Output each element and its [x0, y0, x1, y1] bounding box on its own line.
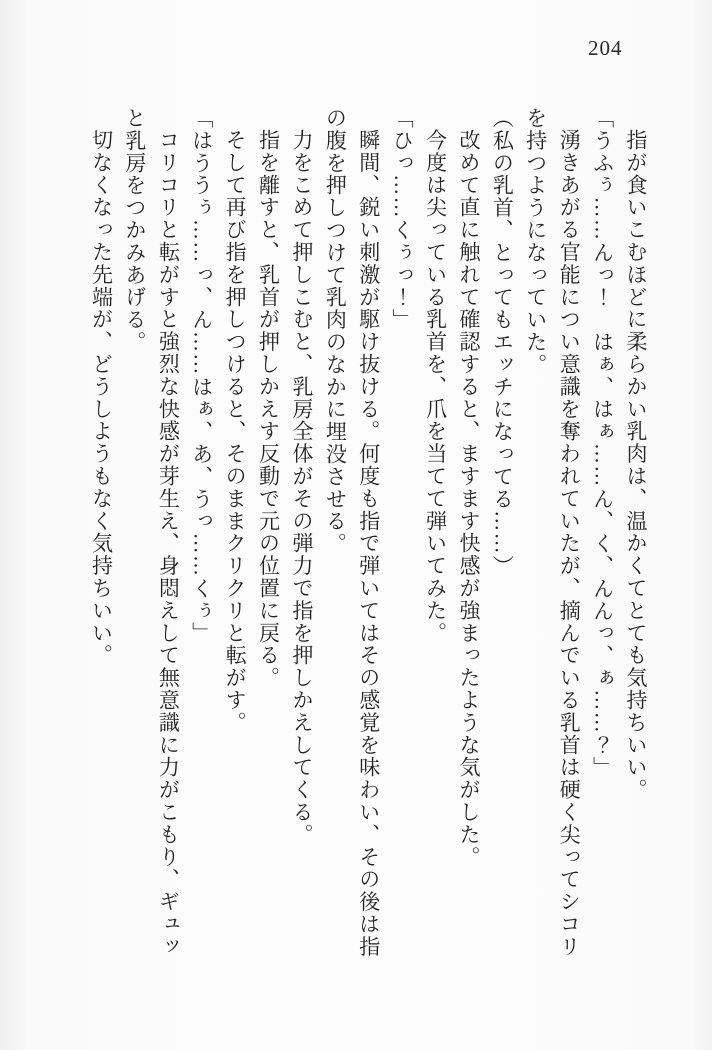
text-line-17: 切なくなった先端が、どうしようもなく気持ちいい。	[89, 129, 114, 667]
text-line-12: 指を離すと、乳首が押しかえす反動で元の位置に戻る。	[256, 129, 281, 689]
text-line-1: 指が食いこむほどに柔らかい乳肉は、温かくてとても気持ちいい。	[624, 129, 648, 801]
text-line-13: そして再び指を押しつけると、そのままクリクリと転がす。	[223, 129, 248, 734]
text-line-10: の腹を押しつけて乳肉のなかに埋没させる。	[323, 107, 348, 555]
text-line-16: と乳房をつかみあげる。	[122, 107, 147, 354]
body-text-block	[84, 107, 652, 965]
text-line-4: を持つようになっていた。	[523, 107, 548, 376]
text-line-8: 「ひっ……くぅっ！」	[390, 107, 415, 331]
text-line-9: 瞬間、鋭い刺激が駆け抜ける。何度も指で弾いてはその感覚を味わい、その後は指	[356, 129, 381, 958]
text-line-6: 改めて直に触れて確認すると、ますます快感が強まったような気がした。	[456, 129, 481, 869]
text-line-15: コリコリと転がすと強烈な快感が芽生え、身悶えして無意識に力がこもり、ギュッ	[156, 129, 181, 958]
text-line-7: 今度は尖っている乳首を、爪を当てて弾いてみた。	[423, 129, 448, 645]
text-line-3: 湧きあがる官能につい意識を奪われていたが、摘んでいる乳首は硬く尖ってシコリ	[557, 129, 582, 958]
text-line-5: （私の乳首、とってもエッチになってる……）	[490, 107, 515, 578]
text-line-11: 力をこめて押しこむと、乳房全体がその弾力で指を押しかえしてくる。	[289, 129, 314, 846]
text-line-2: 「うふぅ……んっ！ はぁ、はぁ……ん、く、んんっ、ぁ……？」	[590, 107, 615, 779]
page-number: 204	[588, 36, 623, 60]
text-line-14: 「はううぅ……っ、ん……はぁ、あ、うっ……くぅ」	[189, 107, 214, 645]
